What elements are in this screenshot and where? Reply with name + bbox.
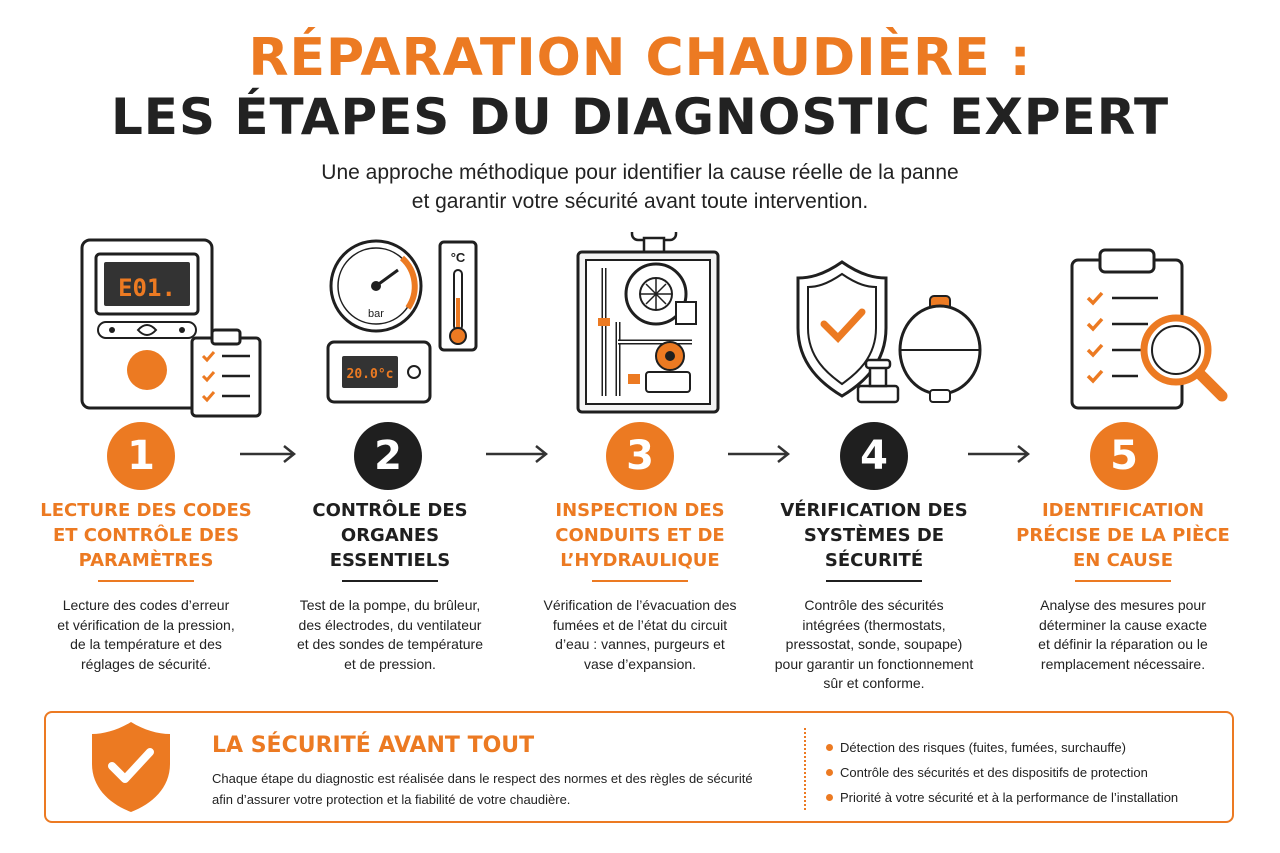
subtitle-line1: Une approche méthodique pour identifier la cause réelle de la panne [321, 161, 959, 184]
step-4-title-line: SYSTÈMES DE [803, 525, 945, 546]
step-1-title-line: ET CONTRÔLE DES [52, 525, 240, 546]
step-4-number: 4 [840, 422, 908, 490]
desc-line: Test de la pompe, du brûleur, [299, 597, 481, 613]
arrow-right-icon [966, 443, 1032, 465]
step-4-title [764, 498, 984, 573]
safety-text [212, 768, 792, 810]
shield-check-icon [88, 718, 174, 814]
desc-line: et de pression. [344, 655, 436, 672]
step-3-divider [592, 580, 688, 582]
step-2-title-line: CONTRÔLE DES [312, 500, 468, 521]
arrow-right-icon [484, 443, 550, 465]
safety-bullet [826, 785, 1178, 810]
desc-line: et des sondes de température [296, 636, 483, 652]
desc-line: Vérification de l’évacuation des [543, 597, 737, 613]
thermometer-unit: °C [450, 250, 466, 265]
desc-line: déterminer la cause exacte [1038, 616, 1208, 633]
step-3-title-line: INSPECTION DES [555, 500, 725, 521]
step-3-title-line: CONDUITS ET DE [555, 525, 725, 546]
step-5-title-line: PRÉCISE DE LA PIÈCE [1016, 525, 1230, 546]
desc-line: d’eau : vannes, purgeurs et [555, 636, 725, 652]
safety-bullet-text: Contrôle des sécurités et des dispositifs de protection [840, 765, 1148, 780]
safety-divider [804, 728, 806, 810]
desc-line: pressostat, sonde, soupape) [785, 636, 963, 652]
step-1-number: 1 [107, 422, 175, 490]
boiler-display-icon [72, 232, 272, 422]
desc-line: des électrodes, du ventilateur [298, 616, 482, 633]
page-subtitle [240, 158, 1040, 216]
safety-bullet-list [826, 735, 1178, 810]
display-code: E01. [118, 274, 176, 302]
step-5-number: 5 [1090, 422, 1158, 490]
safety-text-line: Chaque étape du diagnostic est réalisée dans le respect des normes et des règles de sécurité [212, 771, 753, 786]
step-5-description [1013, 596, 1233, 674]
desc-line: sûr et conforme. [823, 675, 925, 691]
safety-text-line: afin d’assurer votre protection et la fiabilité de votre chaudière. [212, 792, 571, 807]
arrow-right-icon [238, 443, 298, 465]
step-1-title [36, 498, 256, 573]
page-title-line2: LES ÉTAPES DU DIAGNOSTIC EXPERT [110, 88, 1170, 146]
step-5-title [1013, 498, 1233, 573]
bullet-dot-icon [826, 794, 833, 801]
step-1-title-line: LECTURE DES CODES [40, 500, 252, 521]
step-1-divider [98, 580, 194, 582]
step-2-title [280, 498, 500, 573]
safety-bullet-text: Détection des risques (fuites, fumées, surchauffe) [840, 740, 1126, 755]
bullet-dot-icon [826, 744, 833, 751]
safety-bullet [826, 760, 1178, 785]
desc-line: Lecture des codes d’erreur [62, 597, 230, 613]
step-3-description [530, 596, 750, 674]
desc-line: et définir la réparation ou le [1038, 636, 1208, 652]
desc-line: intégrées (thermostats, [802, 616, 946, 633]
shield-expansion-vessel-icon [792, 232, 992, 422]
step-2-title-line: ORGANES [340, 525, 440, 546]
step-4-title-line: VÉRIFICATION DES [780, 500, 968, 521]
thermostat-display: 20.0°c [346, 367, 394, 382]
desc-line: Contrôle des sécurités [804, 597, 944, 613]
gauge-unit: bar [368, 308, 384, 320]
boiler-internals-icon [572, 232, 722, 422]
safety-bullet [826, 735, 1178, 760]
clipboard-magnifier-icon [1066, 232, 1236, 422]
step-1-description [36, 596, 256, 674]
step-3-title-line: L’HYDRAULIQUE [560, 550, 720, 571]
desc-line: de la température et des [70, 636, 222, 652]
step-4-divider [826, 580, 922, 582]
step-3-title [530, 498, 750, 573]
step-2-description [280, 596, 500, 674]
step-4-description [764, 596, 984, 694]
desc-line: Analyse des mesures pour [1040, 597, 1206, 613]
step-5-divider [1075, 580, 1171, 582]
safety-bullet-text: Priorité à votre sécurité et à la performance de l’installation [840, 790, 1179, 805]
step-3-number: 3 [606, 422, 674, 490]
desc-line: fumées et de l’état du circuit [552, 616, 728, 633]
step-1-title-line: PARAMÈTRES [78, 550, 214, 571]
arrow-right-icon [726, 443, 792, 465]
step-5-title-line: EN CAUSE [1072, 550, 1174, 571]
step-2-number: 2 [354, 422, 422, 490]
gauge-thermometer-icon [322, 232, 492, 422]
subtitle-line2: et garantir votre sécurité avant toute intervention. [411, 190, 869, 213]
step-4-title-line: SÉCURITÉ [824, 550, 924, 571]
desc-line: et vérification de la pression, [57, 616, 235, 633]
step-2-divider [342, 580, 438, 582]
bullet-dot-icon [826, 769, 833, 776]
step-2-title-line: ESSENTIELS [329, 550, 451, 571]
desc-line: vase d’expansion. [583, 655, 697, 672]
desc-line: pour garantir un fonctionnement [774, 655, 974, 672]
safety-title: LA SÉCURITÉ AVANT TOUT [212, 733, 535, 758]
desc-line: réglages de sécurité. [81, 655, 211, 672]
page-title-line1: RÉPARATION CHAUDIÈRE : [248, 28, 1032, 88]
desc-line: remplacement nécessaire. [1040, 655, 1206, 672]
step-5-title-line: IDENTIFICATION [1041, 500, 1205, 521]
